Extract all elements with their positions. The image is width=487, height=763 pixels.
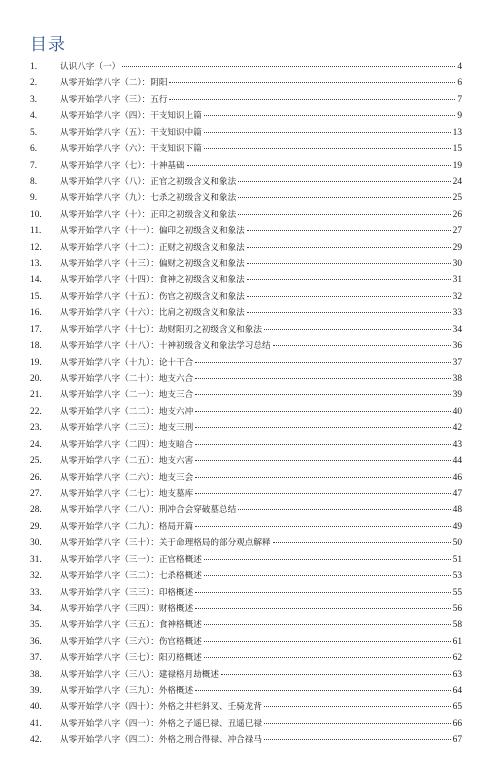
toc-dot-leader: [195, 459, 450, 461]
toc-entry-page: 43: [452, 439, 462, 450]
toc-entry-page: 34: [452, 324, 462, 335]
toc-entry-number: 26.: [30, 472, 42, 483]
toc-entry-page: 36: [452, 341, 462, 352]
toc-entry-number: 35.: [30, 620, 42, 631]
toc-entry[interactable]: [30, 92, 462, 108]
toc-entry-number: 3.: [30, 94, 38, 105]
toc-entry-title: 从零开始学八字（十）：正印之初级含义和象法: [60, 209, 237, 220]
toc-entry-title: 从零开始学八字（十六）：比肩之初级含义和象法: [60, 308, 245, 319]
toc-entry-title: 从零开始学八字（四十）：外格之井栏斜叉、壬骑龙背: [60, 702, 262, 713]
toc-entry-number: 27.: [30, 488, 42, 499]
toc-dot-leader: [238, 213, 450, 215]
toc-dot-leader: [247, 246, 451, 248]
toc-entry-page: 66: [452, 718, 462, 729]
toc-entry-title: 从零开始学八字（十四）：食神之初级含义和象法: [60, 275, 245, 286]
toc-entry-number: 22.: [30, 406, 42, 417]
toc-entry-number: 32.: [30, 571, 42, 582]
toc-entry-page: 51: [452, 554, 462, 565]
toc-entry-number: 30.: [30, 538, 42, 549]
toc-entry-title: 从零开始学八字（十五）：伤官之初级含义和象法: [60, 291, 245, 302]
toc-entry-title: 从零开始学八字（十七）：劫财阳刃之初级含义和象法: [60, 324, 262, 335]
toc-entry-page: 33: [452, 308, 462, 319]
toc-entry-number: 7.: [30, 160, 38, 171]
toc-entry[interactable]: [30, 289, 462, 305]
toc-entry-number: 25.: [30, 456, 42, 467]
toc-entry-number: 15.: [30, 291, 42, 302]
toc-entry-page: 56: [452, 603, 462, 614]
toc-entry-number: 36.: [30, 636, 42, 647]
toc-entry-title: 从零开始学八字（四一）：外格之子遥巳禄、丑遥巳禄: [60, 718, 262, 729]
toc-entry[interactable]: [30, 75, 462, 91]
toc-entry-title: 从零开始学八字（三九）：外格概述: [60, 686, 194, 697]
toc-entry-page: 4: [457, 62, 462, 72]
toc-entry-page: 40: [452, 406, 462, 417]
toc-entry[interactable]: [30, 683, 462, 699]
toc-entry-title: 从零开始学八字（九）：七杀之初级含义和象法: [60, 193, 237, 204]
toc-entry-title: 从零开始学八字（三十）：关于命理格局的部分观点解释: [60, 538, 271, 549]
toc-entry-page: 32: [452, 291, 462, 302]
toc-entry-page: 67: [452, 735, 462, 746]
toc-entry-page: 37: [452, 357, 462, 368]
toc-entry-page: 15: [452, 144, 462, 155]
toc-entry-page: 29: [452, 242, 462, 253]
toc-dot-leader: [195, 377, 450, 379]
toc-entry-number: 11.: [30, 226, 42, 237]
toc-entry-number: 42.: [30, 735, 42, 746]
toc-entry-page: 58: [452, 620, 462, 631]
toc-entry-page: 63: [452, 669, 462, 680]
toc-entry[interactable]: [30, 256, 462, 272]
toc-entry[interactable]: [30, 125, 462, 141]
toc-entry-number: 41.: [30, 718, 42, 729]
toc-entry-page: 13: [452, 127, 462, 138]
toc-entry-page: 62: [452, 653, 462, 664]
toc-entry-page: 24: [452, 176, 462, 187]
toc-dot-leader: [204, 131, 451, 133]
toc-entry-title: 从零开始学八字（三八）：建禄格月劫概述: [60, 669, 219, 680]
toc-entry[interactable]: [30, 190, 462, 206]
toc-dot-leader: [122, 65, 455, 67]
toc-list: [30, 59, 462, 749]
toc-entry[interactable]: [30, 585, 462, 601]
toc-entry-title: 从零开始学八字（二六）：地支三会: [60, 472, 194, 483]
toc-entry-title: 从零开始学八字（四二）：外格之刑合得禄、冲合禄马: [60, 735, 262, 746]
toc-dot-leader: [204, 558, 451, 560]
toc-dot-leader: [169, 98, 455, 100]
toc-entry-title: 从零开始学八字（七）：十神基础: [60, 160, 185, 171]
toc-entry[interactable]: [30, 470, 462, 486]
toc-entry-number: 40.: [30, 702, 42, 713]
toc-entry-title: 从零开始学八字（三七）：阳刃格概述: [60, 653, 202, 664]
toc-entry-title: 从零开始学八字（二十）：地支六合: [60, 374, 194, 385]
toc-entry[interactable]: [30, 535, 462, 551]
toc-entry-number: 10.: [30, 209, 42, 220]
toc-entry[interactable]: [30, 437, 462, 453]
toc-entry[interactable]: [30, 601, 462, 617]
toc-entry-page: 49: [452, 521, 462, 532]
toc-dot-leader: [204, 640, 451, 642]
toc-entry-title: 从零开始学八字（三四）：财格概述: [60, 603, 194, 614]
toc-dot-leader: [247, 311, 451, 313]
toc-dot-leader: [238, 196, 450, 198]
toc-entry-title: 从零开始学八字（三二）：七杀格概述: [60, 571, 202, 582]
toc-dot-leader: [221, 673, 451, 675]
toc-entry[interactable]: [30, 667, 462, 683]
toc-entry[interactable]: [30, 158, 462, 174]
toc-entry-number: 20.: [30, 374, 42, 385]
toc-entry-title: 从零开始学八字（二八）：刑冲合会穿破墓总结: [60, 505, 237, 516]
toc-dot-leader: [195, 393, 450, 395]
toc-entry-page: 55: [452, 587, 462, 598]
toc-title: 目录: [30, 35, 66, 55]
toc-dot-leader: [169, 81, 455, 83]
toc-entry-page: 19: [452, 160, 462, 171]
toc-entry[interactable]: [30, 272, 462, 288]
toc-dot-leader: [195, 426, 450, 428]
toc-entry-page: 25: [452, 193, 462, 204]
toc-entry-number: 34.: [30, 603, 42, 614]
toc-entry[interactable]: [30, 568, 462, 584]
toc-dot-leader: [204, 656, 451, 658]
toc-entry[interactable]: [30, 240, 462, 256]
toc-entry-title: 从零开始学八字（五）：干支知识中篇: [60, 127, 202, 138]
toc-entry-title: 从零开始学八字（三）：五行: [60, 94, 168, 105]
toc-entry-page: 39: [452, 390, 462, 401]
toc-dot-leader: [273, 344, 451, 346]
toc-entry-title: 从零开始学八字（十八）：十神初级含义和象法学习总结: [60, 341, 271, 352]
toc-dot-leader: [273, 541, 451, 543]
toc-entry[interactable]: [30, 732, 462, 748]
toc-entry-page: 9: [457, 111, 462, 122]
toc-entry-title: 从零开始学八字（十一）：偏印之初级含义和象法: [60, 226, 245, 237]
toc-entry-page: 61: [452, 636, 462, 647]
toc-entry-number: 13.: [30, 259, 42, 270]
toc-entry-number: 37.: [30, 653, 42, 664]
toc-entry[interactable]: [30, 108, 462, 124]
toc-entry-title: 从零开始学八字（四）：干支知识上篇: [60, 111, 202, 122]
toc-entry[interactable]: [30, 338, 462, 354]
toc-entry-page: 26: [452, 209, 462, 220]
toc-entry-number: 12.: [30, 242, 42, 253]
toc-entry-title: 从零开始学八字（三五）：食神格概述: [60, 620, 202, 631]
toc-entry-number: 21.: [30, 390, 42, 401]
toc-entry[interactable]: [30, 699, 462, 715]
toc-entry-number: 17.: [30, 324, 42, 335]
toc-entry-title: 从零开始学八字（二七）：地支墓库: [60, 488, 194, 499]
toc-dot-leader: [195, 361, 450, 363]
toc-entry[interactable]: [30, 404, 462, 420]
toc-entry-page: 38: [452, 374, 462, 385]
toc-entry-page: 27: [452, 226, 462, 237]
toc-entry-number: 33.: [30, 587, 42, 598]
toc-dot-leader: [195, 476, 450, 478]
toc-entry-number: 39.: [30, 686, 42, 697]
toc-dot-leader: [238, 180, 450, 182]
toc-entry-page: 50: [452, 538, 462, 549]
toc-dot-leader: [195, 591, 450, 593]
toc-dot-leader: [195, 492, 450, 494]
toc-entry-number: 18.: [30, 341, 42, 352]
toc-dot-leader: [195, 607, 450, 609]
toc-entry-title: 从零开始学八字（十九）：论十干合: [60, 357, 194, 368]
toc-dot-leader: [247, 295, 451, 297]
toc-entry-title: 从零开始学八字（二五）：地支六害: [60, 456, 194, 467]
toc-entry[interactable]: [30, 371, 462, 387]
toc-entry-title: 从零开始学八字（二二）：地支六冲: [60, 406, 194, 417]
toc-entry[interactable]: [30, 59, 462, 75]
toc-entry-number: 2.: [30, 78, 38, 89]
toc-entry[interactable]: [30, 355, 462, 371]
toc-entry[interactable]: [30, 617, 462, 633]
toc-dot-leader: [247, 278, 451, 280]
toc-entry-number: 31.: [30, 554, 42, 565]
toc-entry-title: 认识八字（一）: [60, 62, 121, 72]
toc-entry-title: 从零开始学八字（二九）：格局开篇: [60, 521, 194, 532]
toc-entry-title: 从零开始学八字（十二）：正财之初级含义和象法: [60, 242, 245, 253]
toc-dot-leader: [204, 623, 451, 625]
toc-dot-leader: [195, 443, 450, 445]
toc-dot-leader: [204, 147, 451, 149]
toc-entry-page: 65: [452, 702, 462, 713]
toc-dot-leader: [247, 229, 451, 231]
toc-entry[interactable]: [30, 420, 462, 436]
toc-entry-title: 从零开始学八字（二一）：地支三合: [60, 390, 194, 401]
toc-entry-page: 46: [452, 472, 462, 483]
toc-entry[interactable]: [30, 174, 462, 190]
toc-entry-number: 9.: [30, 193, 38, 204]
toc-dot-leader: [264, 738, 451, 740]
toc-dot-leader: [247, 262, 451, 264]
toc-entry-page: 31: [452, 275, 462, 286]
toc-dot-leader: [264, 328, 451, 330]
toc-entry-number: 8.: [30, 176, 38, 187]
toc-entry-title: 从零开始学八字（三三）：印格概述: [60, 587, 194, 598]
toc-entry-number: 19.: [30, 357, 42, 368]
toc-entry-page: 44: [452, 456, 462, 467]
toc-entry[interactable]: [30, 634, 462, 650]
toc-entry-number: 5.: [30, 127, 38, 138]
toc-entry-page: 6: [457, 78, 462, 89]
toc-entry[interactable]: [30, 716, 462, 732]
toc-dot-leader: [187, 164, 451, 166]
toc-entry-title: 从零开始学八字（二三）：地支三刑: [60, 423, 194, 434]
toc-entry[interactable]: [30, 207, 462, 223]
toc-dot-leader: [195, 410, 450, 412]
toc-entry-number: 14.: [30, 275, 42, 286]
toc-entry-page: 64: [452, 686, 462, 697]
toc-entry-number: 4.: [30, 111, 38, 122]
toc-entry[interactable]: [30, 322, 462, 338]
toc-entry-page: 30: [452, 259, 462, 270]
toc-entry-number: 23.: [30, 423, 42, 434]
toc-entry-title: 从零开始学八字（十三）：偏财之初级含义和象法: [60, 259, 245, 270]
toc-entry-page: 7: [457, 94, 462, 105]
toc-entry[interactable]: [30, 223, 462, 239]
toc-dot-leader: [238, 508, 450, 510]
toc-entry-title: 从零开始学八字（三六）：伤官格概述: [60, 636, 202, 647]
toc-entry-number: 24.: [30, 439, 42, 450]
toc-dot-leader: [264, 722, 451, 724]
toc-entry-number: 28.: [30, 505, 42, 516]
toc-dot-leader: [264, 705, 451, 707]
toc-entry-number: 1.: [30, 62, 38, 72]
toc-entry-title: 从零开始学八字（二四）：地支暗合: [60, 439, 194, 450]
toc-entry-title: 从零开始学八字（八）：正官之初级含义和象法: [60, 176, 237, 187]
toc-entry-title: 从零开始学八字（三一）：正官格概述: [60, 554, 202, 565]
toc-entry-number: 29.: [30, 521, 42, 532]
toc-dot-leader: [204, 574, 451, 576]
toc-entry-title: 从零开始学八字（二）：阴阳: [60, 78, 168, 89]
toc-entry[interactable]: [30, 502, 462, 518]
toc-entry[interactable]: [30, 305, 462, 321]
toc-entry[interactable]: [30, 486, 462, 502]
toc-entry[interactable]: [30, 453, 462, 469]
toc-entry-page: 47: [452, 488, 462, 499]
toc-entry-number: 16.: [30, 308, 42, 319]
toc-entry[interactable]: [30, 141, 462, 157]
toc-entry-page: 48: [452, 505, 462, 516]
toc-entry-title: 从零开始学八字（六）：干支知识下篇: [60, 144, 202, 155]
toc-entry[interactable]: [30, 387, 462, 403]
toc-entry-page: 53: [452, 571, 462, 582]
toc-entry-number: 38.: [30, 669, 42, 680]
toc-entry[interactable]: [30, 519, 462, 535]
toc-dot-leader: [195, 689, 450, 691]
toc-entry-number: 6.: [30, 144, 38, 155]
toc-entry[interactable]: [30, 650, 462, 666]
toc-entry[interactable]: [30, 552, 462, 568]
toc-entry-page: 42: [452, 423, 462, 434]
toc-dot-leader: [204, 114, 456, 116]
toc-dot-leader: [195, 525, 450, 527]
